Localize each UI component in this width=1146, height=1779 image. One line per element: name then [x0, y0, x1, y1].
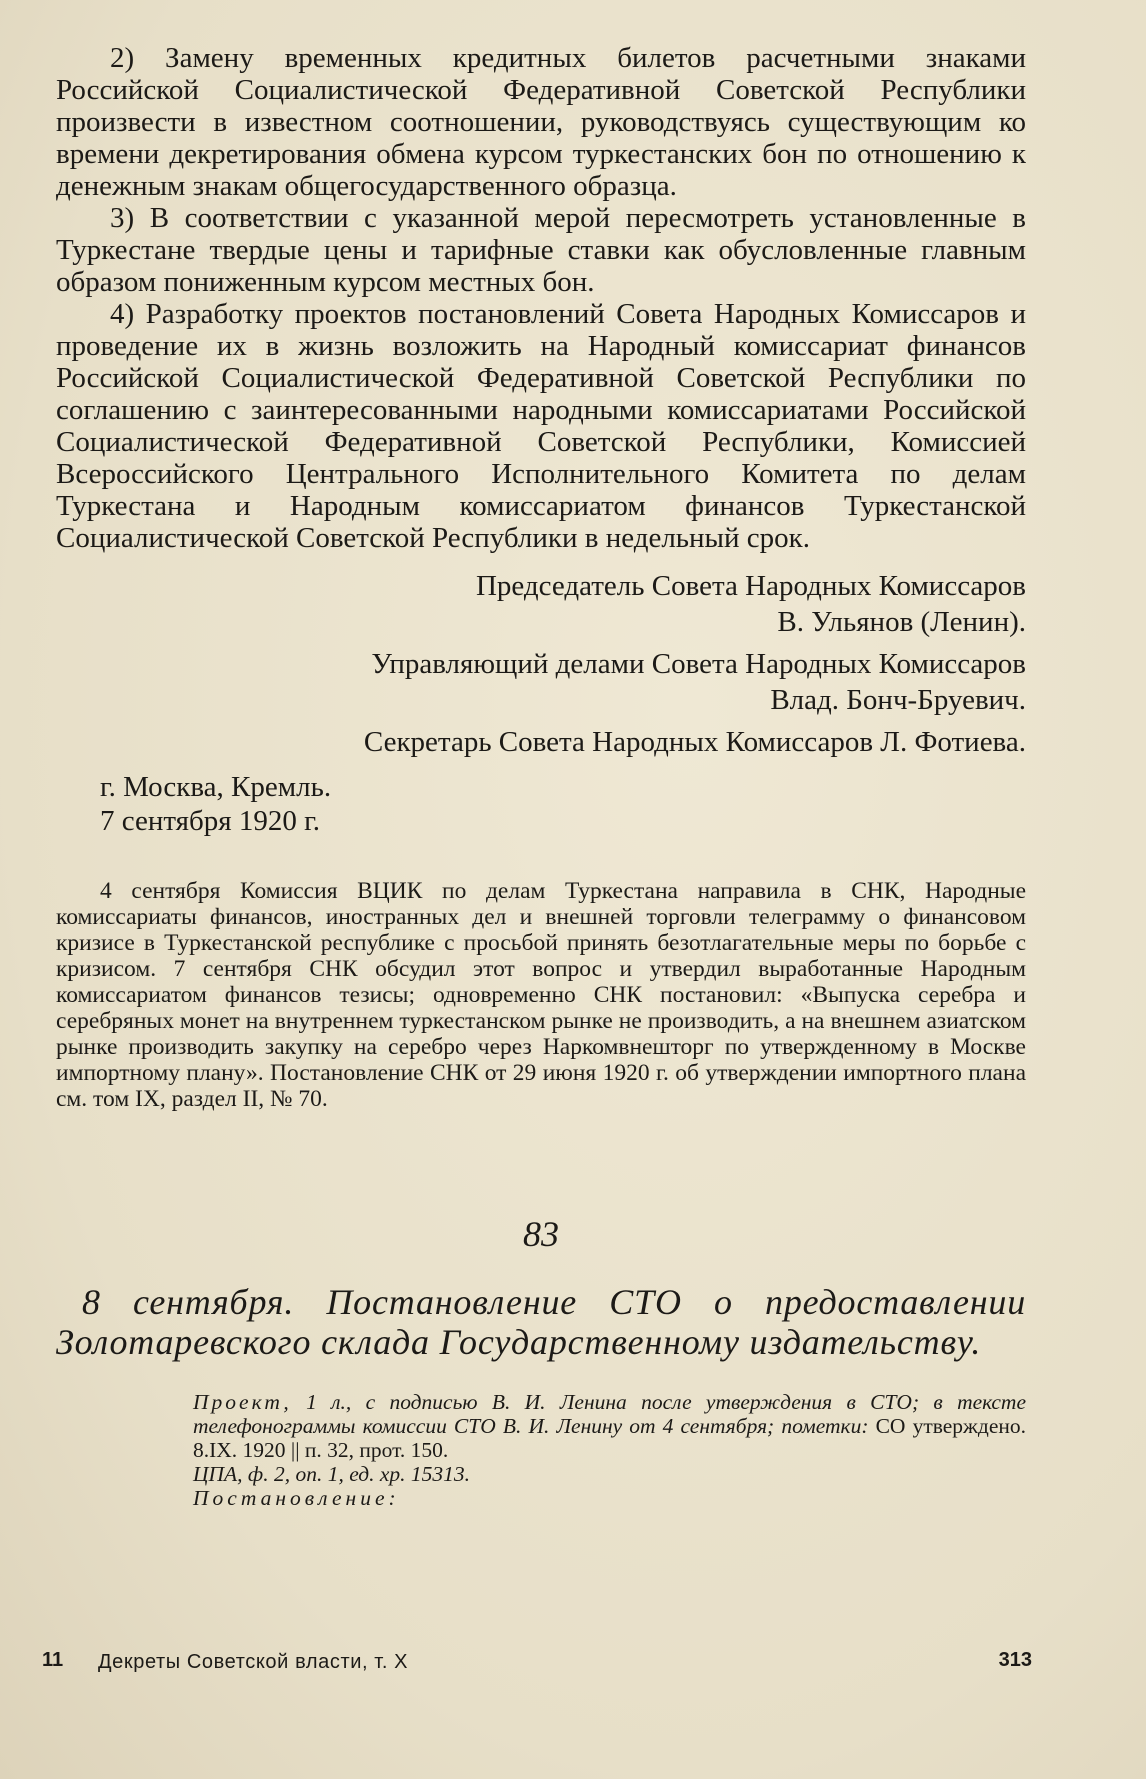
archive-reference: [193, 1390, 1026, 1510]
paragraph-3: 3) В соответствии с указанной мерой пересмотреть установленные в Туркестане твердые цены и тарифные ставки как обусловленные главным образом пониженным курсом местных бон.: [56, 202, 1026, 298]
archive-project-word: Проект,: [193, 1390, 292, 1414]
editorial-note: 4 сентября Комиссия ВЦИК по делам Туркестана направила в СНК, Народные комиссариаты финансов, иностранных дел и внешней торговли телеграмму о финансовом кризисе в Туркестанской республике с просьбой принять безотлагательные меры по борьбе с кризисом. 7 сентября СНК обсудил этот вопрос и утвердил выработанные Народным комиссариатом финансов тезисы; одновременно СНК постановил: «Выпуска серебра и серебряных монет на внутреннем туркестанском рынке не производить, а на внешнем азиатском рынке производить закупку на серебро через Наркомвнешторг по утвержденному в Москве импортному плану». Постановление СНК от 29 июня 1920 г. об утверждении импортного плана см. том IX, раздел II, № 70.: [56, 878, 1026, 1112]
decree-heading: Постановление:: [193, 1486, 400, 1510]
place-and-date: [56, 770, 1026, 838]
page-number: 313: [998, 1649, 1032, 1671]
archive-ref: ЦПА, ф. 2, оп. 1, ед. хр. 15313.: [193, 1462, 471, 1486]
signature-line: Секретарь Совета Народных Комиссаров Л. Фотиева.: [363, 726, 1026, 758]
signature-name: Влад. Бонч-Бруевич.: [770, 684, 1026, 716]
signature-manager: [56, 646, 1026, 718]
document-title: 8 сентября. Постановление СТО о предоставлении Золотаревского склада Государственному издательству.: [56, 1282, 1026, 1362]
signatures: [56, 568, 1026, 760]
sheet-mark: 11: [42, 1649, 64, 1671]
document-number: 83: [523, 1214, 559, 1254]
text-column: [56, 42, 1026, 1510]
signature-name: В. Ульянов (Ленин).: [777, 606, 1026, 638]
place: г. Москва, Кремль.: [100, 771, 332, 803]
signature-chairman: [56, 568, 1026, 640]
signature-secretary: [56, 724, 1026, 760]
paragraph-4: 4) Разработку проектов постановлений Совета Народных Комиссаров и проведение их в жизнь возложить на Народный комиссариат финансов Российской Социалистической Федеративной Советской Республики по соглашению с заинтересованными народными комиссариатами Российской Социалистической Федеративной Советской Республики, Комиссией Всероссийского Центрального Исполнительного Комитета по делам Туркестана и Народным комиссариатом финансов Туркестанской Социалистической Советской Республики в недельный срок.: [56, 298, 1026, 554]
date: 7 сентября 1920 г.: [100, 805, 320, 837]
archive-project-details: 1 л., с подписью В. И. Ленина после утверждения в СТО; в тексте телефонограммы комиссии СТО В. И. Ленину от 4 сентября; пометки:: [193, 1390, 1026, 1438]
signature-position: Управляющий делами Совета Народных Комиссаров: [371, 648, 1026, 680]
paragraph-2: 2) Замену временных кредитных билетов расчетными знаками Российской Социалистической Федеративной Советской Республики произвести в известном соотношении, руководствуясь существующим ко времени декретирования обмена курсом туркестанских бон по отношению к денежным знакам общегосударственного образца.: [56, 42, 1026, 202]
archive-marks: СО утверждено. 8.IX. 1920 || п. 32, прот. 150.: [193, 1414, 1026, 1462]
book-title: Декреты Советской власти, т. X: [98, 1651, 409, 1673]
archive-description: [193, 1390, 1026, 1462]
signature-position: Председатель Совета Народных Комиссаров: [475, 570, 1026, 602]
